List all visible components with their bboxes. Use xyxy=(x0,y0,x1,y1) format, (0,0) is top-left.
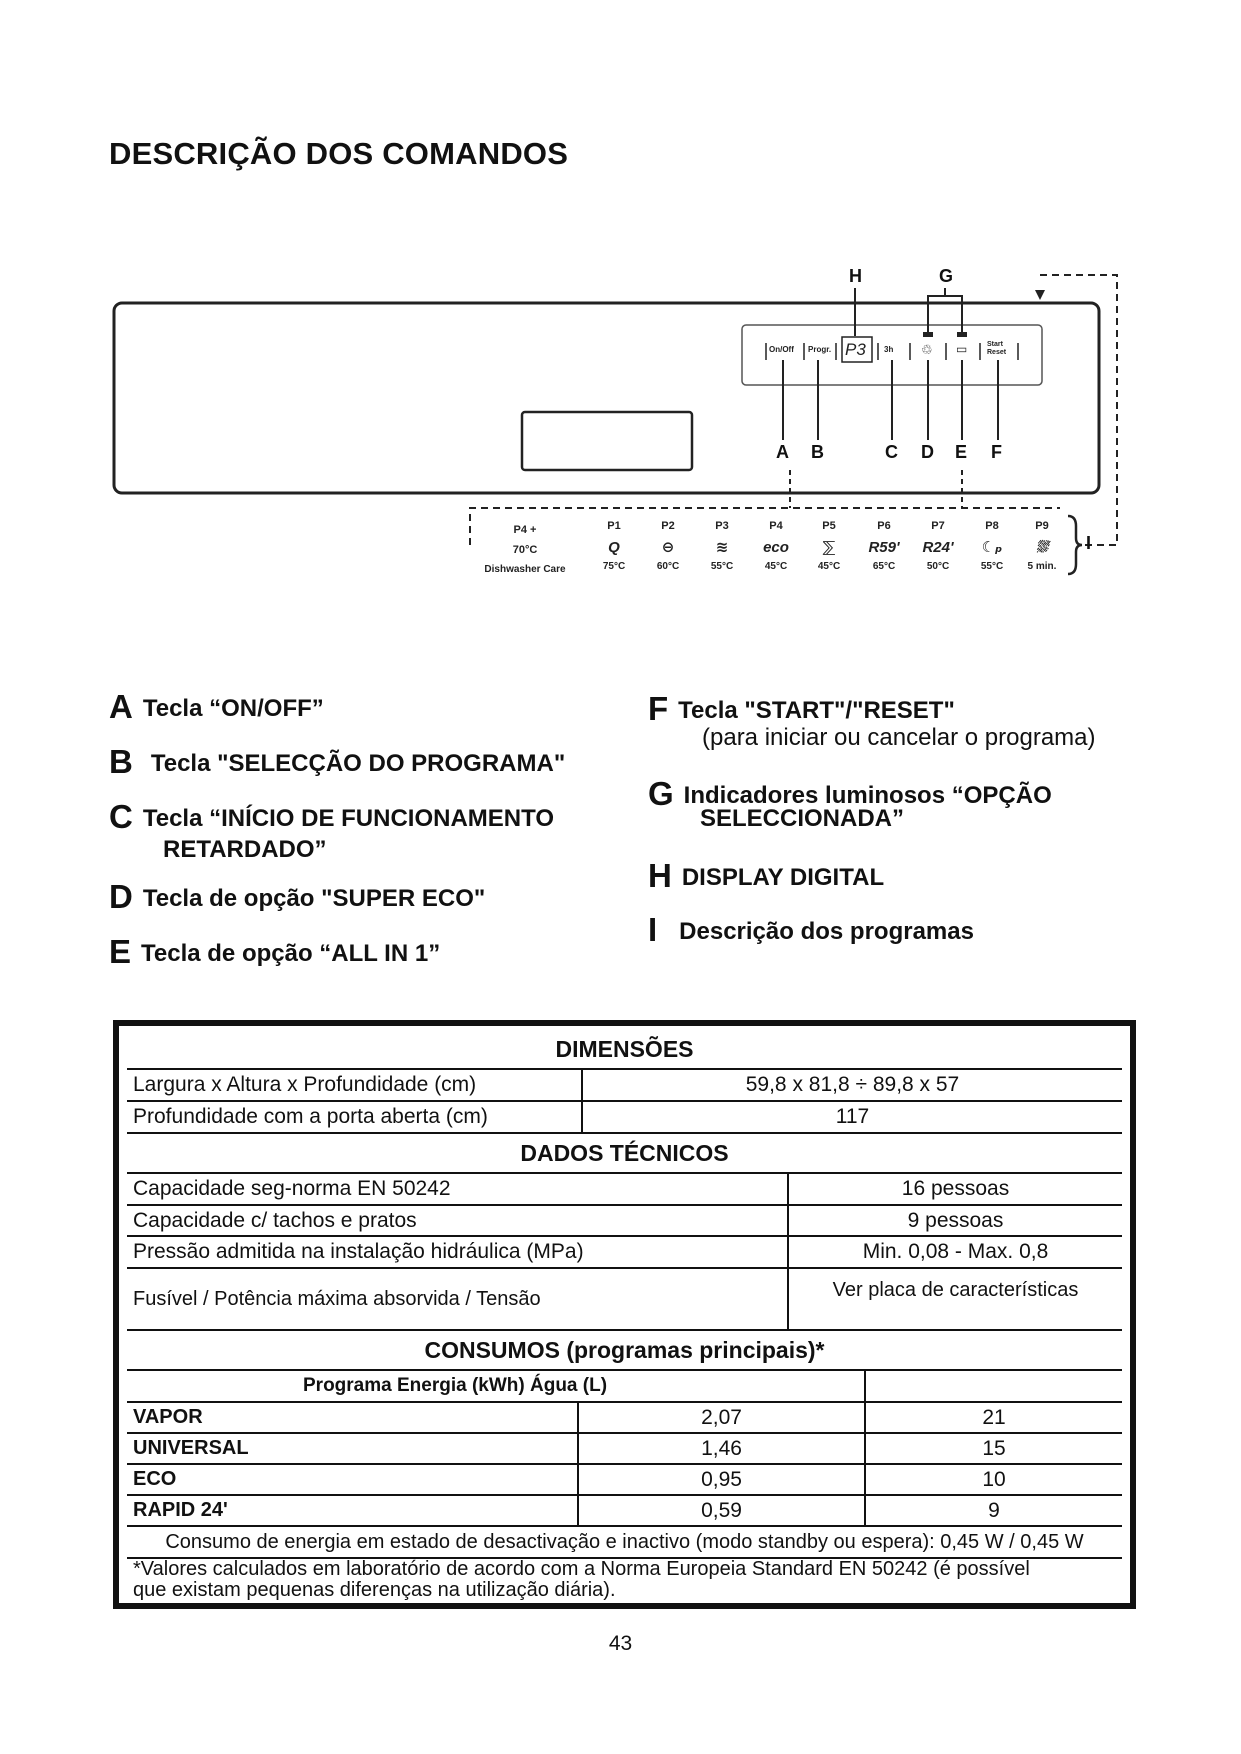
page-title: DESCRIÇÃO DOS COMANDOS xyxy=(109,136,569,171)
legend-H: H DISPLAY DIGITAL xyxy=(648,857,885,894)
table-row: Pressão admitida na instalação hidráulica (MPa) Min. 0,08 - Max. 0,8 xyxy=(127,1237,1122,1269)
consumption-header-row xyxy=(127,1331,1122,1371)
onoff-key-label: On/Off xyxy=(769,345,794,354)
callout-E: E xyxy=(955,442,968,462)
callout-D: D xyxy=(921,442,934,462)
legend-F: F Tecla "START"/"RESET" (para iniciar ou cancelar o programa) xyxy=(648,690,1096,751)
tech-header-row xyxy=(127,1134,1122,1174)
legend-A: A Tecla “ON/OFF” xyxy=(109,688,324,725)
table-row: Fusível / Potência máxima absorvida / Tensão Ver placa de características xyxy=(127,1269,1122,1331)
table-row: Capacidade c/ tachos e pratos 9 pessoas xyxy=(127,1206,1122,1237)
start-reset-key-label: Start Reset xyxy=(987,341,1007,356)
callout-G: G xyxy=(939,266,954,286)
consumption-columns: Programa Energia (kWh) Água (L) xyxy=(303,1375,608,1396)
callout-I: I xyxy=(1086,533,1092,553)
program-p7: P7 R24' 50°C xyxy=(908,520,968,572)
program-p7-icon: R24' xyxy=(922,539,954,556)
program-care-label: P4 + xyxy=(513,524,537,536)
program-care-name: Dishwasher Care xyxy=(484,564,566,575)
program-p4-icon: eco xyxy=(763,539,789,556)
callout-A: A xyxy=(776,442,789,462)
standby-consumption: Consumo de energia em estado de desactivação e inactivo (modo standby ou espera): 0,45 W / 0,45 W xyxy=(165,1530,1084,1553)
program-care-temp: 70°C xyxy=(512,544,538,556)
program-p1-icon: Q xyxy=(608,539,620,556)
display-value: P3 xyxy=(845,340,866,359)
legend-G: G Indicadores luminosos “OPÇÃO SELECCIONADA” xyxy=(648,775,1052,832)
program-p3-icon: ≋ xyxy=(715,539,729,556)
super-eco-icon: ♲ xyxy=(921,342,933,357)
program-p1: P1 Q 75°C xyxy=(584,520,644,572)
program-p2-icon: ⊖ xyxy=(661,539,675,556)
all-in-1-icon: ▭ xyxy=(956,342,968,356)
legend-I: I Descrição dos programas xyxy=(648,911,974,948)
led-d xyxy=(923,332,933,337)
progr-key-label: Progr. xyxy=(808,345,832,354)
dimensions-header: DIMENSÕES xyxy=(555,1035,694,1062)
consumption-columns-row xyxy=(127,1371,1122,1403)
consumption-header: CONSUMOS (programas principais)* xyxy=(424,1336,825,1363)
legend-E: E Tecla de opção “ALL IN 1” xyxy=(109,933,441,970)
delay-key-label: 3h xyxy=(884,345,894,354)
specifications-table xyxy=(113,1020,1136,1609)
program-p5: P5 ⅀ 45°C xyxy=(799,520,859,572)
program-p3: P3 ≋ 55°C xyxy=(692,520,752,572)
handle-recess xyxy=(522,412,692,470)
arrow-down xyxy=(1035,290,1045,300)
control-panel-diagram xyxy=(0,0,1241,640)
callout-F: F xyxy=(991,442,1002,462)
dashed-connector-top xyxy=(1040,275,1117,545)
legend-C: C Tecla “INÍCIO DE FUNCIONAMENTO RETARDADO” xyxy=(109,798,554,863)
table-row: RAPID 24' 0,59 9 xyxy=(127,1496,1122,1527)
program-dishwasher-care xyxy=(470,520,580,580)
callout-B: B xyxy=(811,442,824,462)
standby-row xyxy=(127,1527,1122,1559)
table-row: VAPOR 2,07 21 xyxy=(127,1403,1122,1434)
table-row: Largura x Altura x Profundidade (cm) 59,8 x 81,8 ÷ 89,8 x 57 xyxy=(127,1070,1122,1102)
program-p5-icon: ⅀ xyxy=(822,539,836,556)
program-p8-icon: ☾ₚ xyxy=(981,539,1003,556)
callout-H: H xyxy=(849,266,862,286)
program-p8: P8 ☾ₚ 55°C xyxy=(962,520,1022,572)
legend-D: D Tecla de opção "SUPER ECO" xyxy=(109,878,486,915)
program-p6-icon: R59' xyxy=(868,539,900,556)
table-row: Profundidade com a porta aberta (cm) 117 xyxy=(127,1102,1122,1134)
page-number: 43 xyxy=(608,1632,633,1655)
table-row: Capacidade seg-norma EN 50242 16 pessoas xyxy=(127,1174,1122,1206)
dimensions-header-row xyxy=(127,1030,1122,1070)
tech-header: DADOS TÉCNICOS xyxy=(520,1139,729,1166)
program-p9: P9 ⛆ 5 min. xyxy=(1012,520,1072,572)
appliance-panel-outline xyxy=(114,303,1099,493)
callout-C: C xyxy=(885,442,898,462)
table-row: UNIVERSAL 1,46 15 xyxy=(127,1434,1122,1465)
program-p6: P6 R59' 65°C xyxy=(854,520,914,572)
program-p2: P2 ⊖ 60°C xyxy=(638,520,698,572)
legend-B: B Tecla "SELECÇÃO DO PROGRAMA" xyxy=(109,743,566,780)
footnote: *Valores calculados em laboratório de acordo com a Norma Europeia Standard EN 50242 (é possível que existam pequenas diferenças na utilização diária). xyxy=(133,1558,1030,1601)
led-e xyxy=(957,332,967,337)
program-p9-icon: ⛆ xyxy=(1035,539,1048,556)
program-p4: P4 eco 45°C xyxy=(746,520,806,572)
table-row: ECO 0,95 10 xyxy=(127,1465,1122,1496)
